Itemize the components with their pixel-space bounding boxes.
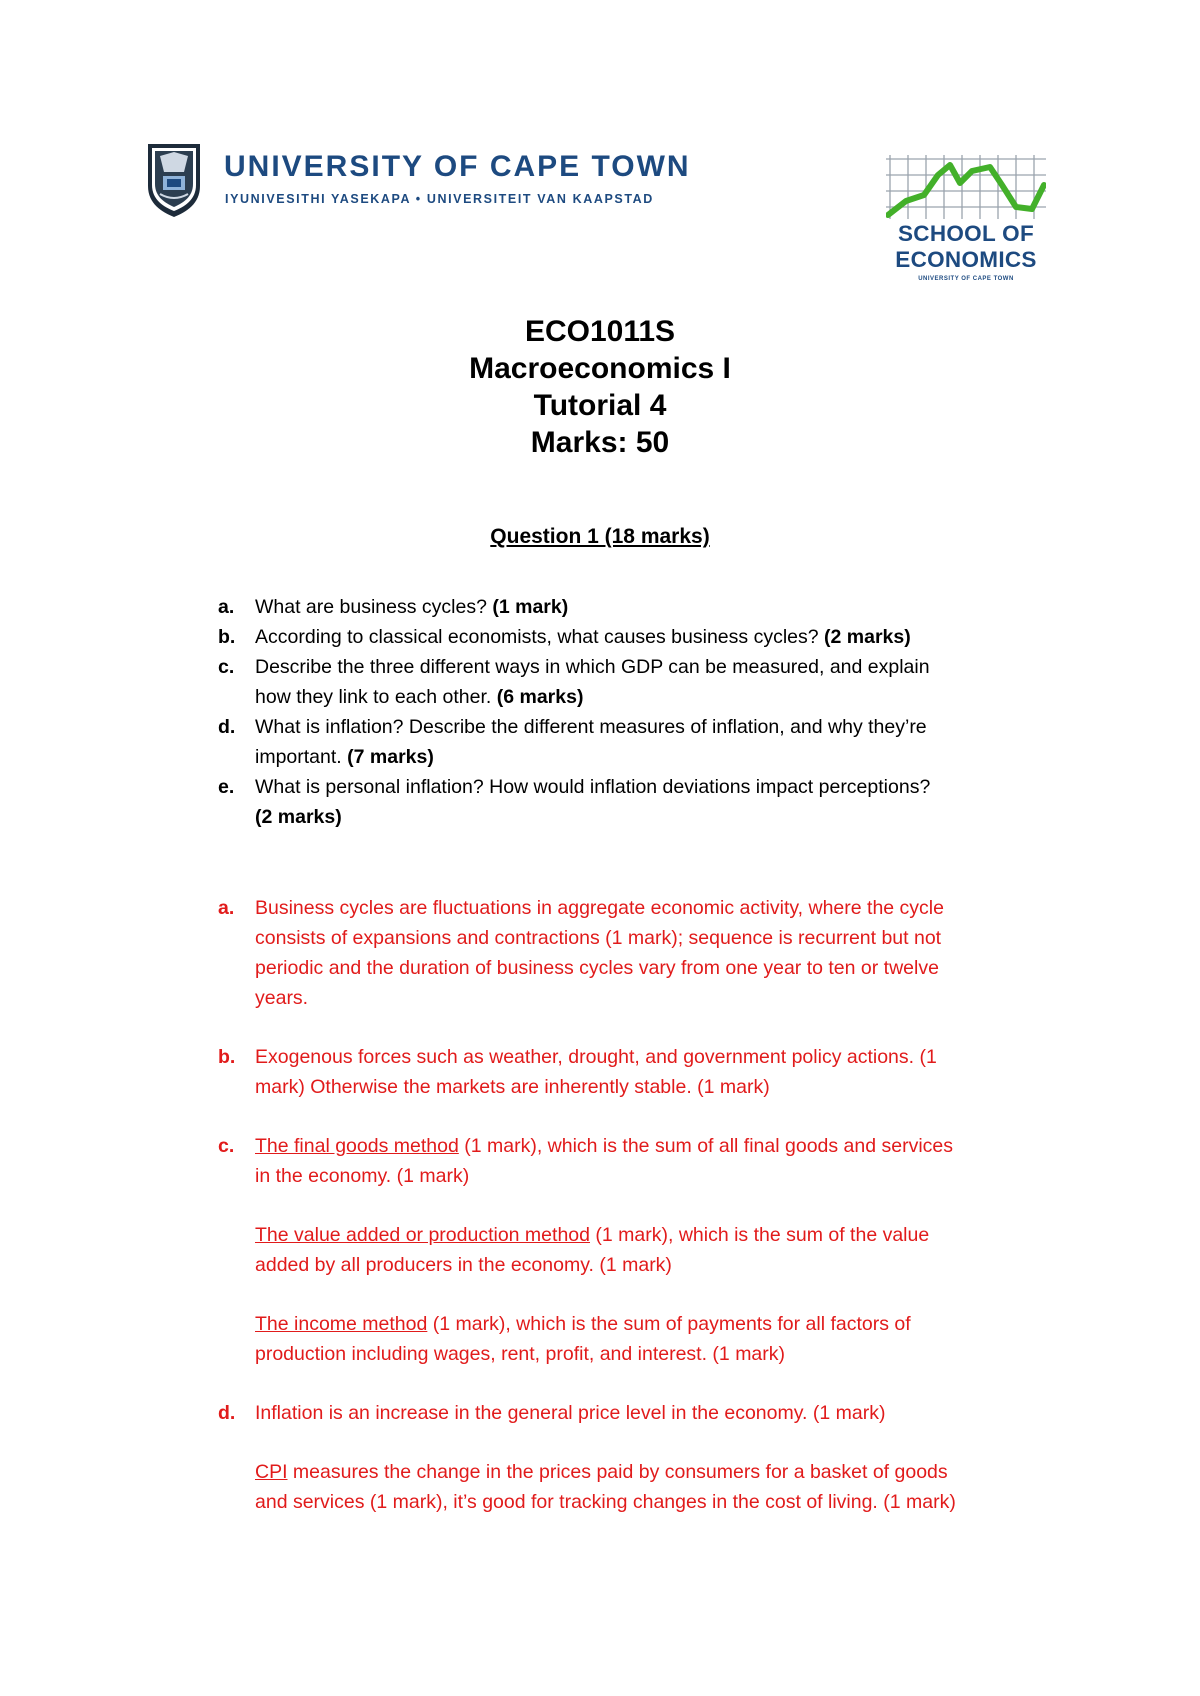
school-name-line1: SCHOOL OF	[897, 221, 1035, 246]
measure-name: CPI	[255, 1461, 288, 1483]
method-name: The value added or production method	[255, 1224, 590, 1246]
answer-line: The income method (1 mark), which is the sum of payments for all factors of	[255, 1313, 911, 1335]
answer-line: Exogenous forces such as weather, drought, and government policy actions. (1	[255, 1046, 937, 1068]
question-label: b.	[218, 626, 236, 648]
question-heading: Question 1 (18 marks)	[490, 525, 710, 548]
uct-name: UNIVERSITY OF CAPE TOWN	[224, 150, 691, 183]
answer-line: mark) Otherwise the markets are inherently stable. (1 mark)	[255, 1076, 770, 1098]
question-item: Describe the three different ways in which GDP can be measured, and explain	[255, 656, 930, 678]
answer-line: Business cycles are fluctuations in aggregate economic activity, where the cycle	[255, 897, 944, 919]
total-marks: Marks: 50	[530, 426, 670, 459]
answer-label: a.	[218, 897, 235, 919]
question-item: What is personal inflation? How would inflation deviations impact perceptions?	[255, 776, 931, 798]
question-label: e.	[218, 776, 235, 798]
tutorial-number: Tutorial 4	[533, 389, 667, 422]
answer-line: years.	[255, 987, 309, 1009]
answer-line: The value added or production method (1 mark), which is the sum of the value	[255, 1224, 930, 1246]
uct-subtitle: IYUNIVESITHI YASEKAPA • UNIVERSITEIT VAN KAAPSTAD	[225, 192, 654, 206]
school-name-line3: UNIVERSITY OF CAPE TOWN	[918, 276, 1014, 282]
question-item-continued: important. (7 marks)	[255, 746, 434, 768]
method-name: The income method	[255, 1313, 428, 1335]
method-name: The final goods method	[255, 1135, 459, 1157]
answer-line: in the economy. (1 mark)	[255, 1165, 470, 1187]
answer-label: b.	[218, 1046, 236, 1068]
uct-logo	[146, 142, 691, 222]
question-item: What are business cycles? (1 mark)	[255, 596, 569, 618]
question-label: d.	[218, 716, 236, 738]
answer-line: periodic and the duration of business cycles vary from one year to ten or twelve	[255, 957, 939, 979]
answer-label: d.	[218, 1402, 236, 1424]
course-code: ECO1011S	[524, 315, 676, 348]
answer-line: added by all producers in the economy. (1 mark)	[255, 1254, 672, 1276]
answer-line: The final goods method (1 mark), which is the sum of all final goods and services	[255, 1135, 954, 1157]
school-of-economics-logo	[880, 155, 1052, 290]
course-title: Macroeconomics I	[469, 352, 731, 385]
school-name-line2: ECONOMICS	[895, 247, 1037, 272]
question-item-continued: how they link to each other. (6 marks)	[255, 686, 584, 708]
question-label: a.	[218, 596, 235, 618]
question-item: What is inflation? Describe the different measures of inflation, and why they’re	[255, 716, 927, 738]
question-label: c.	[218, 656, 235, 678]
answer-line: Inflation is an increase in the general price level in the economy. (1 mark)	[255, 1402, 886, 1424]
answer-line: and services (1 mark), it’s good for tracking changes in the cost of living. (1 mark)	[255, 1491, 956, 1513]
answer-line: CPI measures the change in the prices paid by consumers for a basket of goods	[255, 1461, 948, 1483]
question-item-continued: (2 marks)	[255, 806, 342, 828]
answer-line: consists of expansions and contractions (1 mark); sequence is recurrent but not	[255, 927, 942, 949]
answer-line: production including wages, rent, profit, and interest. (1 mark)	[255, 1343, 786, 1365]
question-item: According to classical economists, what causes business cycles? (2 marks)	[255, 626, 911, 648]
answer-label: c.	[218, 1135, 235, 1157]
economics-graph-icon	[886, 155, 1046, 221]
uct-crest-icon	[146, 142, 202, 218]
